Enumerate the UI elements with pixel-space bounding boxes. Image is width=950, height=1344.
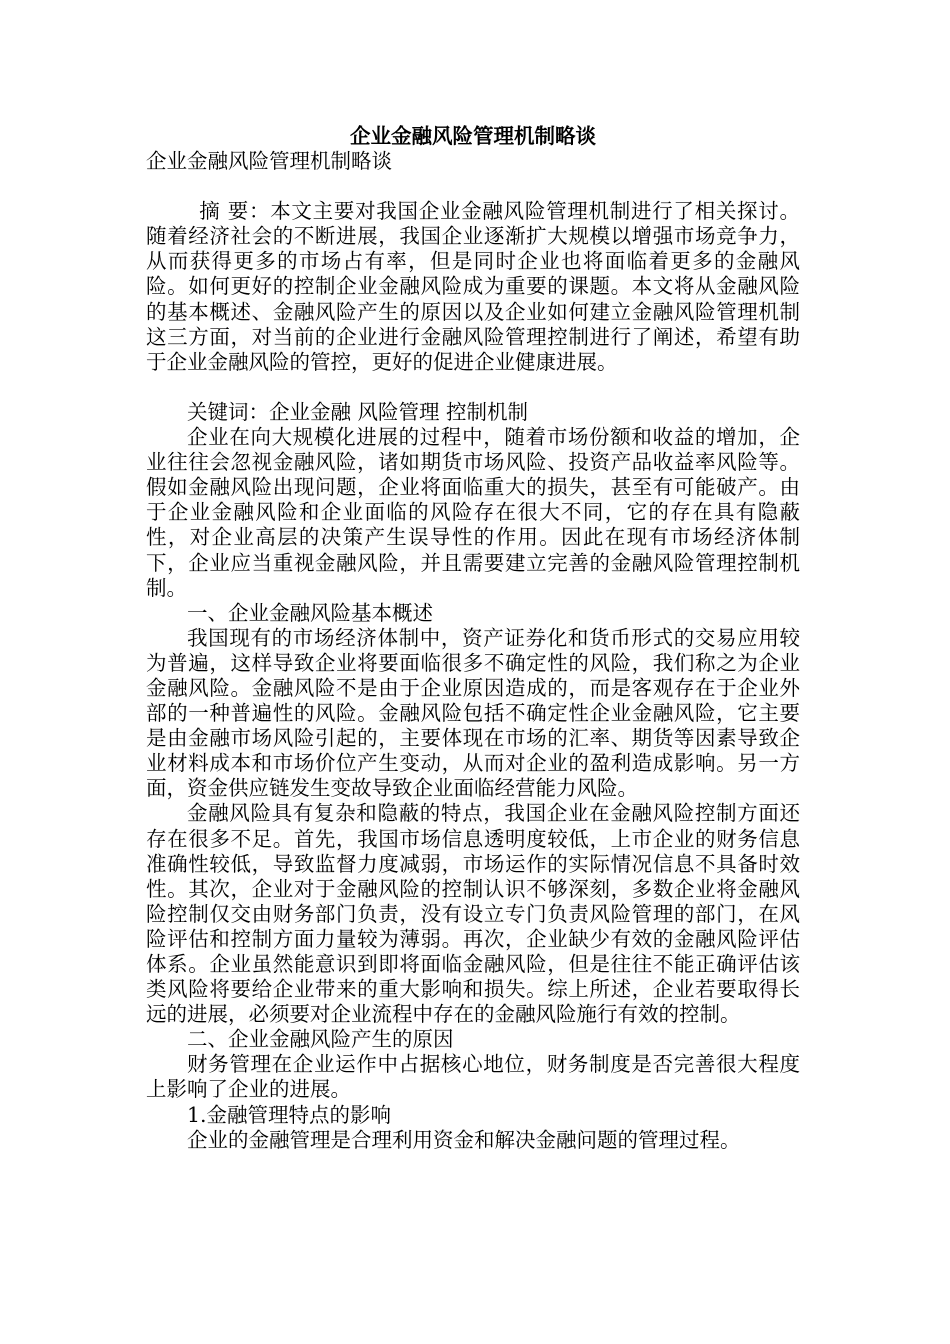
section-heading-2: 二、企业金融风险产生的原因 [187, 1027, 454, 1052]
intro-paragraph: 企业在向大规模化进展的过程中，随着市场份额和收益的增加，企业往往会忽视金融风险，诸如期货市场风险、投资产品收益率风险等。假如金融风险出现问题，企业将面临重大的损失，甚至有可能破产。由于企业金融风险和企业面临的风险存在很大不同，它的存在具有隐蔽性，对企业高层的决策产生误导性的作用。因此在现有市场经济体制下，企业应当重视金融风险，并且需要建立完善的金融风险管理控制机制。 [146, 425, 800, 600]
keywords-line: 关键词：企业金融 风险管理 控制机制 [187, 399, 529, 424]
document-title: 企业金融风险管理机制略谈 [350, 124, 596, 148]
subsection-heading-1: 1.金融管理特点的影响 [187, 1102, 392, 1127]
abstract-paragraph: 摘 要：本文主要对我国企业金融风险管理机制进行了相关探讨。随着经济社会的不断进展，我国企业逐渐扩大规模以增强市场竞争力，从而获得更多的市场占有率，但是同时企业也将面临着更多的金融风险。如何更好的控制企业金融风险成为重要的课题。本文将从金融风险的基本概述、金融风险产生的原因以及企业如何建立金融风险管理机制这三方面，对当前的企业进行金融风险管理控制进行了阐述，希望有助于企业金融风险的管控，更好的促进企业健康进展。 [146, 199, 800, 374]
subsection-1-paragraph-1: 企业的金融管理是合理利用资金和解决金融问题的管理过程。 [187, 1127, 741, 1152]
section-heading-1: 一、企业金融风险基本概述 [187, 600, 433, 625]
document-page [146, 124, 800, 1153]
section-2-paragraph-1: 财务管理在企业运作中占据核心地位，财务制度是否完善很大程度上影响了企业的进展。 [146, 1052, 800, 1102]
document-subtitle: 企业金融风险管理机制略谈 [146, 149, 392, 173]
section-1-paragraph-2: 金融风险具有复杂和隐蔽的特点，我国企业在金融风险控制方面还存在很多不足。首先，我国市场信息透明度较低，上市企业的财务信息准确性较低，导致监督力度减弱，市场运作的实际情况信息不具备时效性。其次，企业对于金融风险的控制认识不够深刻，多数企业将金融风险控制仅交由财务部门负责，没有设立专门负责风险管理的部门，在风险评估和控制方面力量较为薄弱。再次，企业缺少有效的金融风险评估体系。企业虽然能意识到即将面临金融风险，但是往往不能正确评估该类风险将要给企业带来的重大影响和损失。综上所述，企业若要取得长远的进展，必须要对企业流程中存在的金融风险施行有效的控制。 [146, 801, 800, 1027]
section-1-paragraph-1: 我国现有的市场经济体制中，资产证券化和货币形式的交易应用较为普遍，这样导致企业将要面临很多不确定性的风险，我们称之为企业金融风险。金融风险不是由于企业原因造成的，而是客观存在于企业外部的一种普遍性的风险。金融风险包括不确定性企业金融风险，它主要是由金融市场风险引起的，主要体现在市场的汇率、期货等因素导致企业材料成本和市场价位产生变动，从而对企业的盈利造成影响。另一方面，资金供应链发生变故导致企业面临经营能力风险。 [146, 625, 800, 801]
